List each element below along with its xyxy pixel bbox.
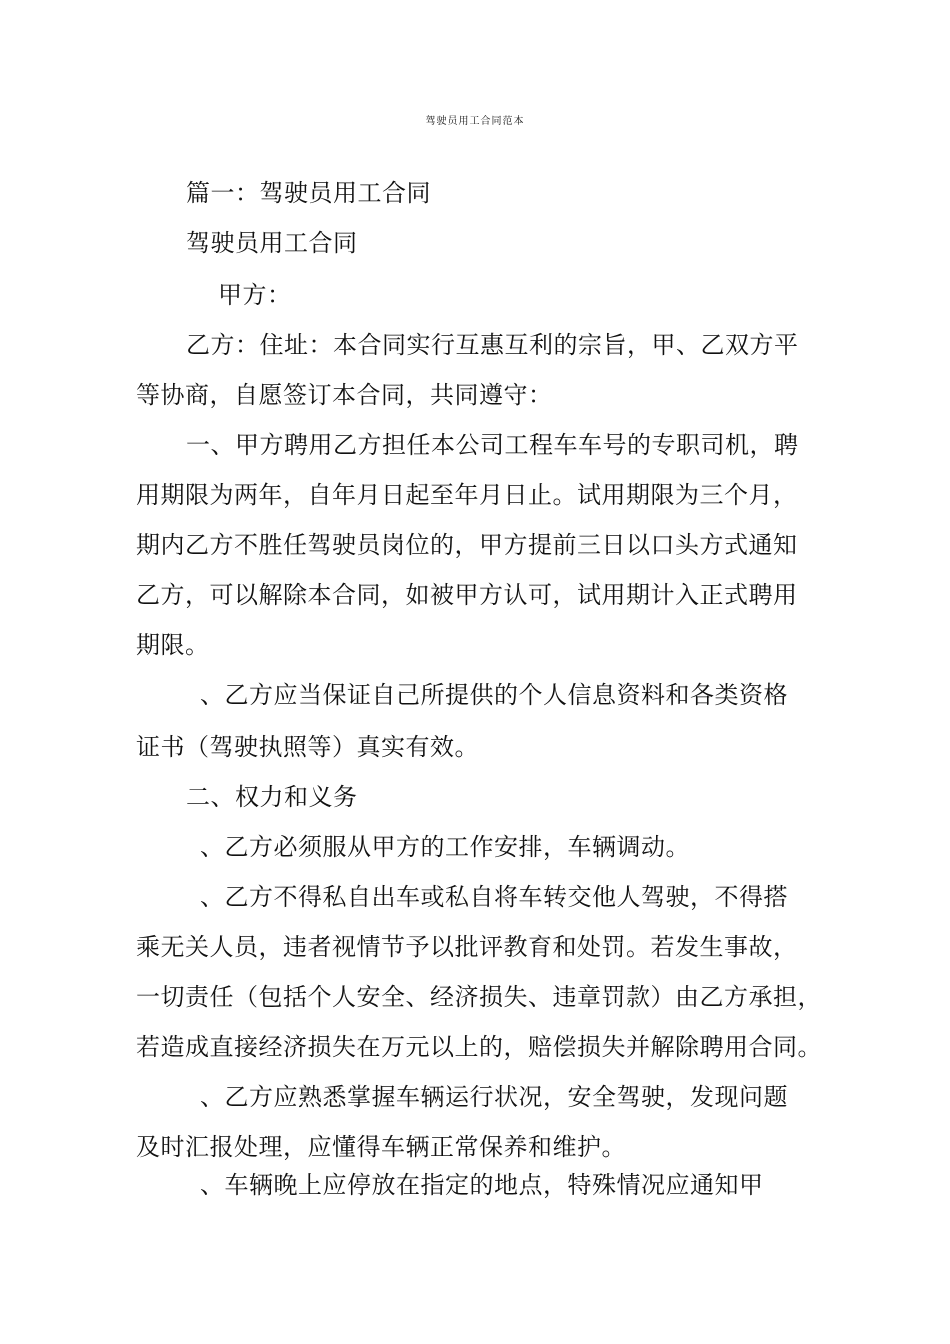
text-line: 篇一：驾驶员用工合同 bbox=[186, 179, 431, 207]
text-line: 一切责任（包括个人安全、经济损失、违章罚款）由乙方承担， bbox=[136, 983, 822, 1011]
text-line: 、乙方应熟悉掌握车辆运行状况，安全驾驶，发现问题 bbox=[200, 1083, 788, 1111]
text-line: 乙方，可以解除本合同，如被甲方认可，试用期计入正式聘用 bbox=[136, 581, 798, 609]
text-line: 用期限为两年，自年月日起至年月日止。试用期限为三个月， bbox=[136, 481, 798, 509]
text-line: 期限。 bbox=[136, 631, 210, 659]
text-line: 及时汇报处理，应懂得车辆正常保养和维护。 bbox=[136, 1133, 626, 1161]
section-heading: 二、权力和义务 bbox=[186, 783, 358, 811]
text-line: 驾驶员用工合同 bbox=[186, 229, 358, 257]
text-line: 若造成直接经济损失在万元以上的，赔偿损失并解除聘用合同。 bbox=[136, 1033, 822, 1061]
text-line: 乘无关人员，违者视情节予以批评教育和处罚。若发生事故， bbox=[136, 933, 798, 961]
text-line: 、车辆晚上应停放在指定的地点，特殊情况应通知甲 bbox=[200, 1171, 764, 1199]
document-title: 驾驶员用工合同范本 bbox=[425, 116, 525, 127]
text-line: 、乙方应当保证自己所提供的个人信息资料和各类资格 bbox=[200, 681, 788, 709]
text-line: 乙方：住址：本合同实行互惠互利的宗旨，甲、乙双方平 bbox=[186, 331, 799, 359]
text-line: 一、甲方聘用乙方担任本公司工程车车号的专职司机，聘 bbox=[186, 431, 799, 459]
text-line: 、乙方不得私自出车或私自将车转交他人驾驶，不得搭 bbox=[200, 883, 788, 911]
text-line: 证书（驾驶执照等）真实有效。 bbox=[136, 733, 479, 761]
text-line: 等协商，自愿签订本合同，共同遵守： bbox=[136, 381, 553, 409]
text-line: 期内乙方不胜任驾驶员岗位的，甲方提前三日以口头方式通知 bbox=[136, 531, 798, 559]
text-line: 、乙方必须服从甲方的工作安排，车辆调动。 bbox=[200, 833, 690, 861]
text-line: 甲方： bbox=[218, 281, 292, 309]
